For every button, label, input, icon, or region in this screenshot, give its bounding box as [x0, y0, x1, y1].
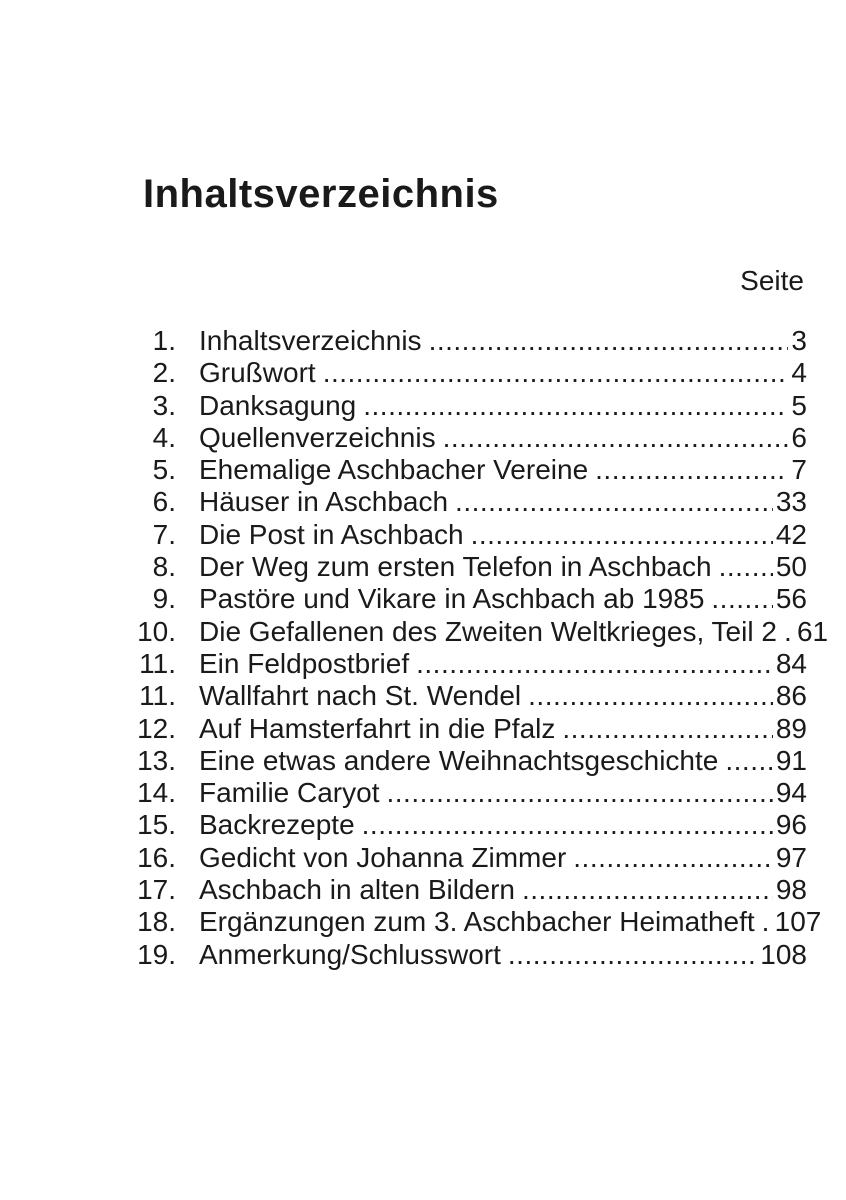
toc-entry-number: 7.: [152, 518, 176, 550]
toc-entry: [122, 809, 807, 841]
toc-entry-dot-leader: [725, 745, 772, 777]
toc-entry-dot-leader: [429, 325, 789, 357]
toc-entry-number: 19.: [137, 938, 176, 970]
toc-entry-dot-leader: [719, 551, 773, 583]
toc-entry: [122, 390, 807, 422]
toc-entry: [122, 939, 807, 971]
toc-entry: [122, 519, 807, 551]
toc-entry-number: 3.: [152, 389, 176, 421]
toc-entry-number: 17.: [137, 874, 176, 906]
toc-entry-title: Gedicht von Johanna Zimmer: [199, 841, 567, 873]
toc-entry-dot-leader: [386, 777, 772, 809]
toc-entry-page: 6: [791, 421, 807, 453]
toc-entry: [122, 842, 807, 874]
toc-entry: [122, 551, 807, 583]
toc-entry-title: Der Weg zum ersten Telefon in Aschbach: [199, 551, 712, 583]
toc-entry-number: 18.: [137, 906, 176, 938]
toc-entry-number: 11.: [139, 680, 176, 712]
toc-entry-page: 5: [791, 389, 807, 421]
toc-entry-number: 13.: [137, 744, 176, 776]
toc-entry: [122, 583, 807, 615]
toc-entry-page: 107: [774, 906, 822, 938]
toc-entry-page: 91: [775, 744, 807, 776]
toc-entry-page: 97: [775, 841, 807, 873]
toc-entry: [122, 615, 829, 648]
toc-entry-dot-leader: [762, 906, 772, 938]
toc-entry-dot-leader: [711, 583, 772, 615]
toc-entry-page: 86: [775, 680, 807, 712]
toc-entry: [122, 874, 807, 906]
toc-entry-number: 9.: [152, 583, 176, 615]
toc-entry: [122, 713, 807, 745]
toc-entry-title: Danksagung: [199, 389, 357, 421]
toc-entry-title: Familie Caryot: [199, 777, 380, 809]
toc-entry-dot-leader: [784, 616, 794, 648]
toc-entry-dot-leader: [528, 680, 773, 712]
toc-entry-number: 8.: [152, 551, 176, 583]
toc-entry-page: 89: [775, 712, 807, 744]
toc-entry-dot-leader: [522, 874, 773, 906]
toc-entry-dot-leader: [363, 390, 788, 422]
toc-entry-title: Die Gefallenen des Zweiten Weltkrieges, Teil 2: [199, 615, 777, 647]
toc-entry-title: Wallfahrt nach St. Wendel: [199, 680, 522, 712]
toc-entry-page: 98: [775, 874, 807, 906]
toc-entry-number: 5.: [152, 454, 176, 486]
toc-entry-number: 15.: [137, 809, 176, 841]
toc-entry: [122, 325, 807, 357]
toc-entry: [122, 745, 807, 777]
toc-entry-page: 42: [775, 518, 807, 550]
toc-entry-dot-leader: [323, 357, 789, 389]
toc-entry-title: Quellenverzeichnis: [199, 421, 436, 453]
toc-entry: [122, 777, 807, 809]
toc-list: [122, 325, 829, 971]
toc-entry-page: 96: [775, 809, 807, 841]
toc-entry-number: 10.: [137, 615, 176, 647]
toc-entry-number: 12.: [137, 712, 176, 744]
toc-entry-page: 50: [775, 551, 807, 583]
toc-entry-number: 1.: [152, 325, 176, 356]
toc-entry-dot-leader: [508, 939, 757, 971]
toc-entry-title: Ein Feldpostbrief: [199, 647, 410, 679]
toc-entry-number: 16.: [137, 841, 176, 873]
toc-entry-dot-leader: [443, 422, 789, 454]
toc-entry-title: Inhaltsverzeichnis: [199, 325, 422, 356]
toc-entry-title: Ergänzungen zum 3. Aschbacher Heimatheft: [199, 906, 755, 938]
toc-entry-title: Backrezepte: [199, 809, 355, 841]
toc-entry-dot-leader: [455, 486, 773, 518]
toc-entry: [122, 357, 807, 389]
toc-entry-page: 61: [796, 615, 829, 647]
toc-entry-page: 7: [791, 454, 807, 486]
toc-entry-dot-leader: [416, 648, 773, 680]
toc-entry-page: 56: [775, 583, 807, 615]
toc-entry-dot-leader: [362, 809, 773, 841]
toc-entry-number: 2.: [152, 357, 176, 389]
toc-entry: [122, 486, 807, 518]
toc-entry: [122, 648, 807, 680]
toc-entry-page: 84: [775, 647, 807, 679]
toc-entry-title: Aschbach in alten Bildern: [199, 874, 515, 906]
toc-entry: [122, 454, 807, 486]
page-title: Inhaltsverzeichnis: [143, 171, 499, 216]
toc-entry-page: 3: [791, 325, 807, 356]
toc-entry-title: Grußwort: [199, 357, 316, 389]
toc-entry-title: Anmerkung/Schlusswort: [199, 938, 501, 970]
toc-entry-dot-leader: [562, 713, 772, 745]
toc-entry-page: 4: [791, 357, 807, 389]
toc-entry-title: Die Post in Aschbach: [199, 518, 464, 550]
toc-entry-page: 94: [775, 777, 807, 809]
toc-entry-dot-leader: [471, 519, 773, 551]
toc-entry-title: Ehemalige Aschbacher Vereine: [199, 454, 589, 486]
toc-entry-number: 14.: [137, 777, 176, 809]
toc-entry-number: 11.: [139, 647, 176, 679]
toc-entry-number: 4.: [152, 421, 176, 453]
toc-entry: [122, 422, 807, 454]
toc-entry-dot-leader: [573, 842, 773, 874]
toc-entry-title: Pastöre und Vikare in Aschbach ab 1985: [199, 583, 705, 615]
toc-entry-dot-leader: [595, 454, 788, 486]
toc-entry-title: Auf Hamsterfahrt in die Pfalz: [199, 712, 556, 744]
toc-entry: [122, 906, 822, 938]
toc-entry: [122, 680, 807, 712]
toc-entry-number: 6.: [152, 486, 176, 518]
toc-entry-page: 108: [760, 938, 807, 970]
toc-entry-page: 33: [775, 486, 807, 518]
page-column-header: Seite: [740, 265, 804, 296]
toc-entry-title: Eine etwas andere Weihnachtsgeschichte: [199, 744, 719, 776]
toc-entry-title: Häuser in Aschbach: [199, 486, 449, 518]
